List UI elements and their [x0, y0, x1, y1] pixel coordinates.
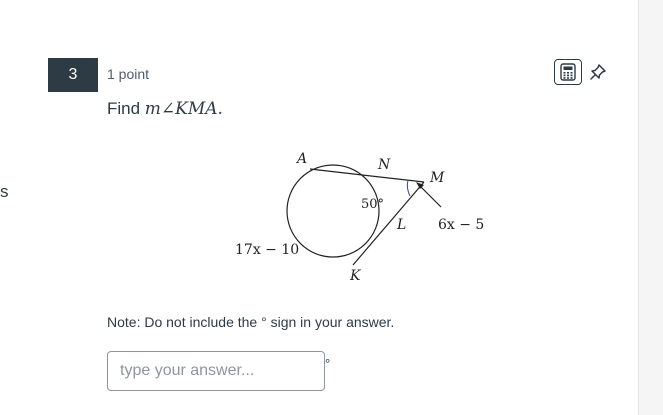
left-cutoff-text: s: [0, 182, 9, 201]
right-gutter: [638, 0, 663, 415]
question-prompt: [107, 99, 223, 119]
point-L-label: L: [397, 217, 407, 233]
answer-input[interactable]: [107, 351, 325, 391]
answer-note: Note: Do not include the ° sign in your answer.: [107, 314, 395, 330]
point-M-label: M: [430, 170, 445, 186]
angle-arc: [407, 180, 410, 196]
angle-measure-label: 50°: [361, 197, 385, 212]
geometry-figure: [225, 145, 495, 290]
question-number-badge: 3: [48, 58, 98, 92]
arc-expression-small: 6x − 5: [438, 217, 485, 233]
secant-line-KM: [353, 182, 424, 265]
prompt-text: Find: [107, 99, 145, 118]
point-A-label: A: [297, 151, 308, 167]
answer-unit: °: [325, 356, 331, 371]
point-K-label: K: [350, 268, 361, 284]
angle-pointer: [419, 185, 441, 207]
pin-button[interactable]: [587, 61, 609, 83]
arc-expression-large: 17x − 10: [235, 242, 300, 258]
point-N-label: N: [378, 157, 391, 173]
prompt-math: m∠KMA.: [144, 99, 223, 119]
calculator-button[interactable]: [554, 59, 582, 85]
pin-icon: [589, 63, 607, 81]
question-points: 1 point: [107, 66, 150, 82]
calculator-icon: [560, 63, 576, 81]
